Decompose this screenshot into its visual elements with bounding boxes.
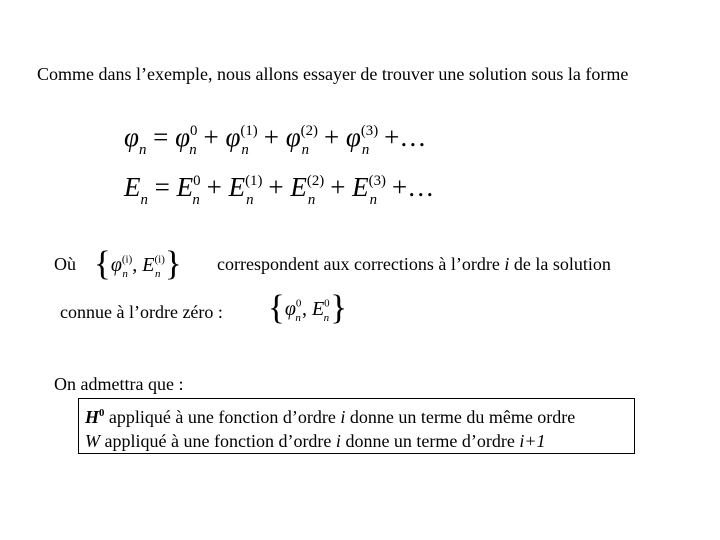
assumption-box bbox=[78, 398, 635, 454]
ou-text: correspondent aux corrections à l’ordre i de la solution bbox=[217, 254, 611, 274]
correction-set: {$\varphi^{(i)}_n$ , $E^{(i)}_n$ } bbox=[94, 244, 182, 283]
eq2-lhs: E bbox=[124, 172, 141, 202]
eq1-lhs: φ bbox=[124, 122, 139, 152]
equals-sign: = bbox=[153, 122, 169, 152]
assumption-line-2: W appliqué à une fonction d’ordre i donne un terme d’ordre i+1 bbox=[85, 431, 546, 451]
ou-label: Où bbox=[54, 254, 76, 274]
eq1-tail: +… bbox=[384, 122, 427, 152]
known-text: connue à l’ordre zéro : bbox=[60, 302, 223, 322]
eq2-tail: +… bbox=[391, 172, 435, 202]
intro-text: Comme dans l’exemple, nous allons essayer de trouver une solution sous la forme bbox=[37, 64, 629, 84]
equation-energy: $E_n = E^0_n + E^{(1)}_n + E^{(2)}_n + E^{(3)}_n$ +… bbox=[124, 172, 435, 209]
admit-text: On admettra que : bbox=[54, 374, 184, 394]
equals-sign: = bbox=[154, 172, 170, 202]
assumption-line-1: $H^0$ appliqué à une fonction d’ordre i donne un terme du même ordre bbox=[85, 407, 576, 427]
zero-order-set: {$\varphi^0_n$, $E^0_n$} bbox=[268, 288, 348, 327]
equation-phi: $\varphi_n = \varphi^0_n + \varphi^{(1)}_n + \varphi^{(2)}_n + \varphi^{(3)}_n$ +… bbox=[124, 122, 427, 159]
